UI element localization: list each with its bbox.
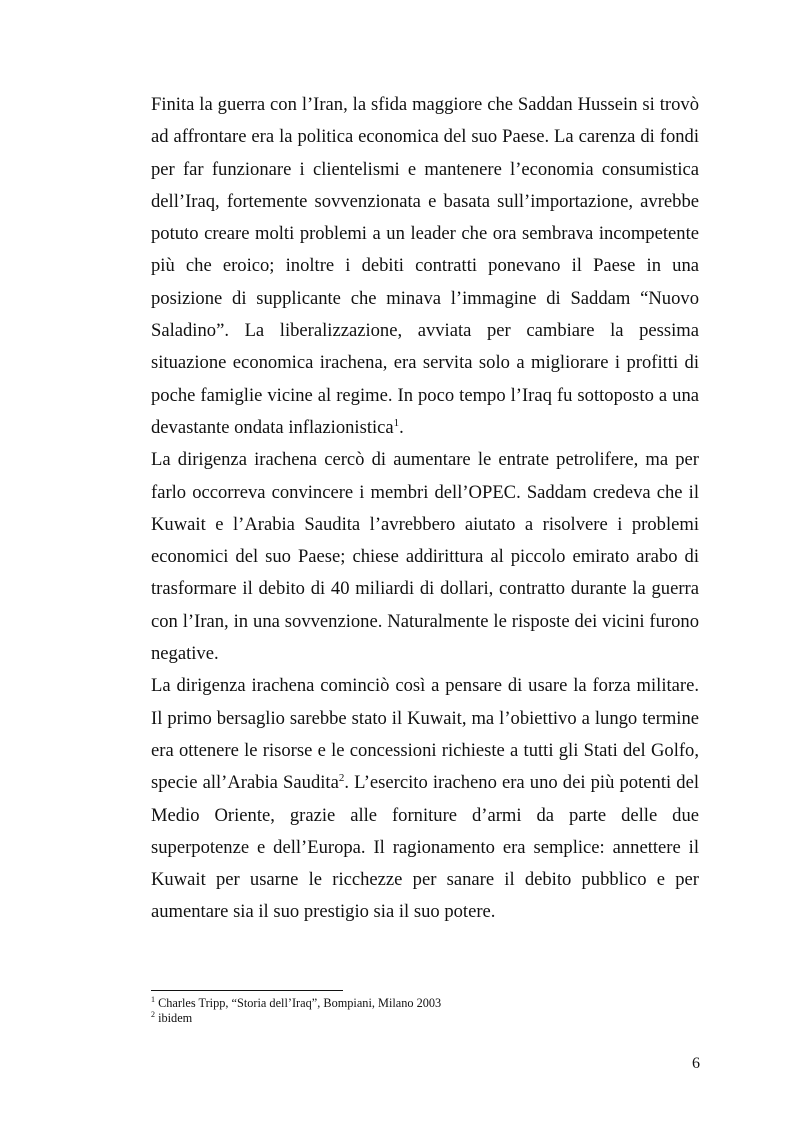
paragraph-text: La dirigenza irachena cercò di aumentare le entrate petrolifere, ma per farlo occorreva convincere i membri dell’OPEC. Saddam credeva che il Kuwait e l’Arabia Saudita l’avrebbero aiutato a risolvere i problemi economici del suo Paese; chiese addirittura al piccolo emirato arabo di trasformare il debito di 40 miliardi di dollari, contratto durante la guerra con l’Iran, in una sovvenzione. Naturalmente le risposte dei vicini furono negative. xyxy=(151,449,699,665)
body-text xyxy=(151,89,699,929)
paragraph-3 xyxy=(151,670,699,928)
footnote-2 xyxy=(151,1011,699,1026)
paragraph-1 xyxy=(151,89,699,444)
footnote-number: 2 xyxy=(151,1009,155,1019)
footnote-text: ibidem xyxy=(155,1011,193,1025)
paragraph-text: Finita la guerra con l’Iran, la sfida maggiore che Saddan Hussein si trovò ad affrontare era la politica economica del suo Paese. La carenza di fondi per far funzionare i clientelismi e mantenere l’economia consumistica dell’Iraq, fortemente sovvenzionata e basata sull’importazione, avrebbe potuto creare molti problemi a un leader che ora sembrava incompetente più che eroico; inoltre i debiti contratti ponevano il Paese in una posizione di supplicante che minava l’immagine di Saddam “Nuovo Saladino”. La liberalizzazione, avviata per cambiare la pessima situazione economica irachena, era servita solo a migliorare i profitti di poche famiglie vicine al regime. In poco tempo l’Iraq fu sottoposto a una devastante ondata inflazionistica xyxy=(151,94,699,438)
footnote-reference: 2 xyxy=(338,772,345,785)
footnote-text: Charles Tripp, “Storia dell’Iraq”, Bompiani, Milano 2003 xyxy=(155,996,442,1010)
paragraph-text-after: . L’esercito iracheno era uno dei più potenti del Medio Oriente, grazie alle forniture d’armi da parte delle due superpotenze e dell’Europa. Il ragionamento era semplice: annettere il Kuwait per usarne le ricchezze per sanare il debito pubblico e per aumentare sia il suo prestigio sia il suo potere. xyxy=(151,772,699,923)
footnote-1 xyxy=(151,996,699,1011)
paragraph-2 xyxy=(151,444,699,670)
page-number: 6 xyxy=(692,1055,700,1072)
footnote-separator xyxy=(151,990,343,991)
paragraph-text-after: . xyxy=(399,416,404,438)
paragraph-text: La dirigenza irachena cominciò così a pensare di usare la forza militare. Il primo bersaglio sarebbe stato il Kuwait, ma l’obiettivo a lungo termine era ottenere le risorse e le concessioni richieste a tutti gli Stati del Golfo, specie all’Arabia Saudita xyxy=(151,675,699,794)
footnotes xyxy=(151,996,699,1026)
footnote-number: 1 xyxy=(151,994,155,1004)
footnote-reference: 1 xyxy=(393,416,400,429)
